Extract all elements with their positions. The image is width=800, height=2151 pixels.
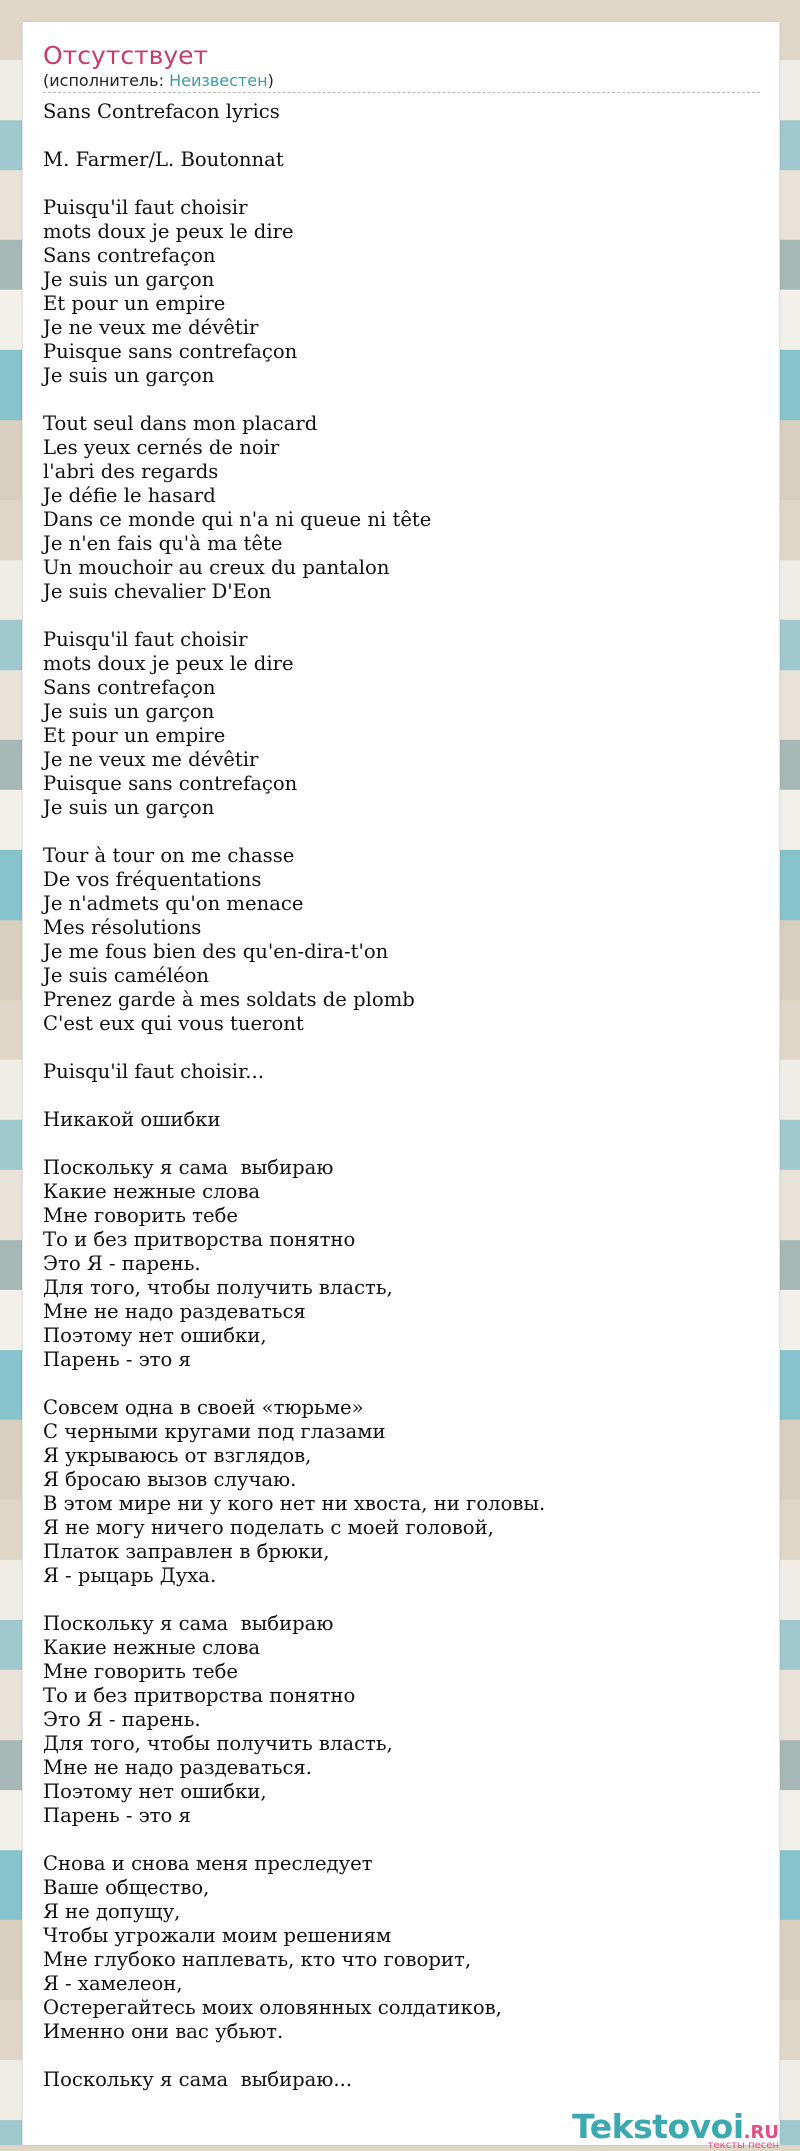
lyrics-line: Mes résolutions	[43, 916, 202, 939]
lyrics-line: Un mouchoir au creux du pantalon	[43, 556, 390, 579]
lyrics-line: Какие нежные слова	[43, 1180, 261, 1203]
lyrics-blank-line	[43, 1036, 763, 1060]
lyrics-line: Поскольку я сама выбираю	[43, 1156, 334, 1179]
lyrics-page	[22, 22, 780, 2151]
lyrics-line: Для того, чтобы получить власть,	[43, 1276, 393, 1299]
site-logo[interactable]	[572, 2107, 779, 2151]
lyrics-line: Никакой ошибки	[43, 1108, 221, 1131]
lyrics-line: Prenez garde à mes soldats de plomb	[43, 988, 415, 1011]
lyrics-line: Puisqu'il faut choisir	[43, 628, 248, 651]
lyrics-line: Je n'en fais qu'à ma tête	[43, 532, 283, 555]
lyrics-line: Поскольку я сама выбираю...	[43, 2068, 353, 2091]
lyrics-line: Sans contrefaçon	[43, 244, 216, 267]
lyrics-blank-line	[43, 172, 763, 196]
lyrics-line: De vos fréquentations	[43, 868, 262, 891]
lyrics-line: Для того, чтобы получить власть,	[43, 1732, 393, 1755]
artist-link[interactable]: Неизвестен	[169, 71, 268, 90]
lyrics-line: Это Я - парень.	[43, 1252, 201, 1275]
lyrics-line: C'est eux qui vous tueront	[43, 1012, 304, 1035]
lyrics-line: Мне говорить тебе	[43, 1660, 238, 1683]
lyrics-line: Je me fous bien des qu'en-dira-t'on	[43, 940, 389, 963]
lyrics-line: M. Farmer/L. Boutonnat	[43, 148, 284, 171]
lyrics-line: Снова и снова меня преследует	[43, 1852, 373, 1875]
lyrics-line: Поэтому нет ошибки,	[43, 1780, 267, 1803]
lyrics-line: Остерегайтесь моих оловянных солдатиков,	[43, 1996, 502, 2019]
lyrics-line: Я не допущу,	[43, 1900, 181, 1923]
lyrics-line: Я - рыцарь Духа.	[43, 1564, 217, 1587]
lyrics-line: Я бросаю вызов случаю.	[43, 1468, 297, 1491]
lyrics-line: Поскольку я сама выбираю	[43, 1612, 334, 1635]
lyrics-blank-line	[43, 124, 763, 148]
lyrics-line: Мне глубоко наплевать, кто что говорит,	[43, 1948, 472, 1971]
logo-name: Tekstovoi	[572, 2107, 744, 2146]
lyrics-line: mots doux je peux le dire	[43, 652, 294, 675]
lyrics-blank-line	[43, 388, 763, 412]
lyrics-blank-line	[43, 1084, 763, 1108]
artist-line	[43, 71, 760, 93]
lyrics-line: Puisque sans contrefaçon	[43, 772, 298, 795]
lyrics-blank-line	[43, 820, 763, 844]
lyrics-line: Парень - это я	[43, 1348, 191, 1371]
lyrics-line: Je suis un garçon	[43, 364, 215, 387]
lyrics-line: Sans Contrefacon lyrics	[43, 100, 280, 123]
lyrics-line: Puisque sans contrefaçon	[43, 340, 298, 363]
lyrics-line: l'abri des regards	[43, 460, 219, 483]
lyrics-line: Les yeux cernés de noir	[43, 436, 280, 459]
lyrics-text	[43, 100, 763, 2092]
artist-prefix: (исполнитель:	[43, 71, 170, 90]
lyrics-blank-line	[43, 1828, 763, 1852]
lyrics-line: Puisqu'il faut choisir...	[43, 1060, 264, 1083]
logo-tld: .RU	[743, 2122, 779, 2143]
lyrics-line: Puisqu'il faut choisir	[43, 196, 248, 219]
lyrics-line: Это Я - парень.	[43, 1708, 201, 1731]
logo-tagline: тексты песен	[707, 2140, 779, 2151]
lyrics-line: Мне не надо раздеваться.	[43, 1756, 313, 1779]
lyrics-blank-line	[43, 2044, 763, 2068]
lyrics-line: Je suis un garçon	[43, 268, 215, 291]
lyrics-line: Dans ce monde qui n'a ni queue ni tête	[43, 508, 432, 531]
lyrics-line: Tout seul dans mon placard	[43, 412, 318, 435]
lyrics-line: То и без притворства понятно	[43, 1684, 356, 1707]
lyrics-line: Sans contrefaçon	[43, 676, 216, 699]
lyrics-line: Je n'admets qu'on menace	[43, 892, 304, 915]
lyrics-line: Чтобы угрожали моим решениям	[43, 1924, 392, 1947]
lyrics-line: Мне говорить тебе	[43, 1204, 238, 1227]
lyrics-line: Je défie le hasard	[43, 484, 216, 507]
lyrics-line: Совсем одна в своей «тюрьме»	[43, 1396, 364, 1419]
lyrics-line: Je suis chevalier D'Eon	[43, 580, 272, 603]
lyrics-blank-line	[43, 1132, 763, 1156]
lyrics-line: Tour à tour on me chasse	[43, 844, 295, 867]
lyrics-line: Et pour un empire	[43, 292, 226, 315]
lyrics-line: Je suis un garçon	[43, 796, 215, 819]
lyrics-blank-line	[43, 1372, 763, 1396]
artist-suffix: )	[267, 71, 274, 90]
lyrics-line: Je suis un garçon	[43, 700, 215, 723]
lyrics-line: Какие нежные слова	[43, 1636, 261, 1659]
song-title: Отсутствует	[43, 41, 209, 70]
lyrics-line: Именно они вас убьют.	[43, 2020, 284, 2043]
lyrics-line: С черными кругами под глазами	[43, 1420, 386, 1443]
lyrics-line: Ваше общество,	[43, 1876, 210, 1899]
lyrics-blank-line	[43, 1588, 763, 1612]
lyrics-line: Я не могу ничего поделать с моей головой,	[43, 1516, 494, 1539]
lyrics-line: В этом мире ни у кого нет ни хвоста, ни головы.	[43, 1492, 546, 1515]
lyrics-line: Поэтому нет ошибки,	[43, 1324, 267, 1347]
lyrics-line: Je ne veux me dévêtir	[43, 748, 259, 771]
lyrics-line: То и без притворства понятно	[43, 1228, 356, 1251]
lyrics-blank-line	[43, 604, 763, 628]
lyrics-line: Парень - это я	[43, 1804, 191, 1827]
lyrics-line: Платок заправлен в брюки,	[43, 1540, 330, 1563]
lyrics-line: Мне не надо раздеваться	[43, 1300, 306, 1323]
lyrics-line: Je ne veux me dévêtir	[43, 316, 259, 339]
lyrics-line: mots doux je peux le dire	[43, 220, 294, 243]
lyrics-line: Et pour un empire	[43, 724, 226, 747]
lyrics-line: Я укрываюсь от взглядов,	[43, 1444, 312, 1467]
lyrics-line: Je suis caméléon	[43, 964, 210, 987]
lyrics-line: Я - хамелеон,	[43, 1972, 183, 1995]
